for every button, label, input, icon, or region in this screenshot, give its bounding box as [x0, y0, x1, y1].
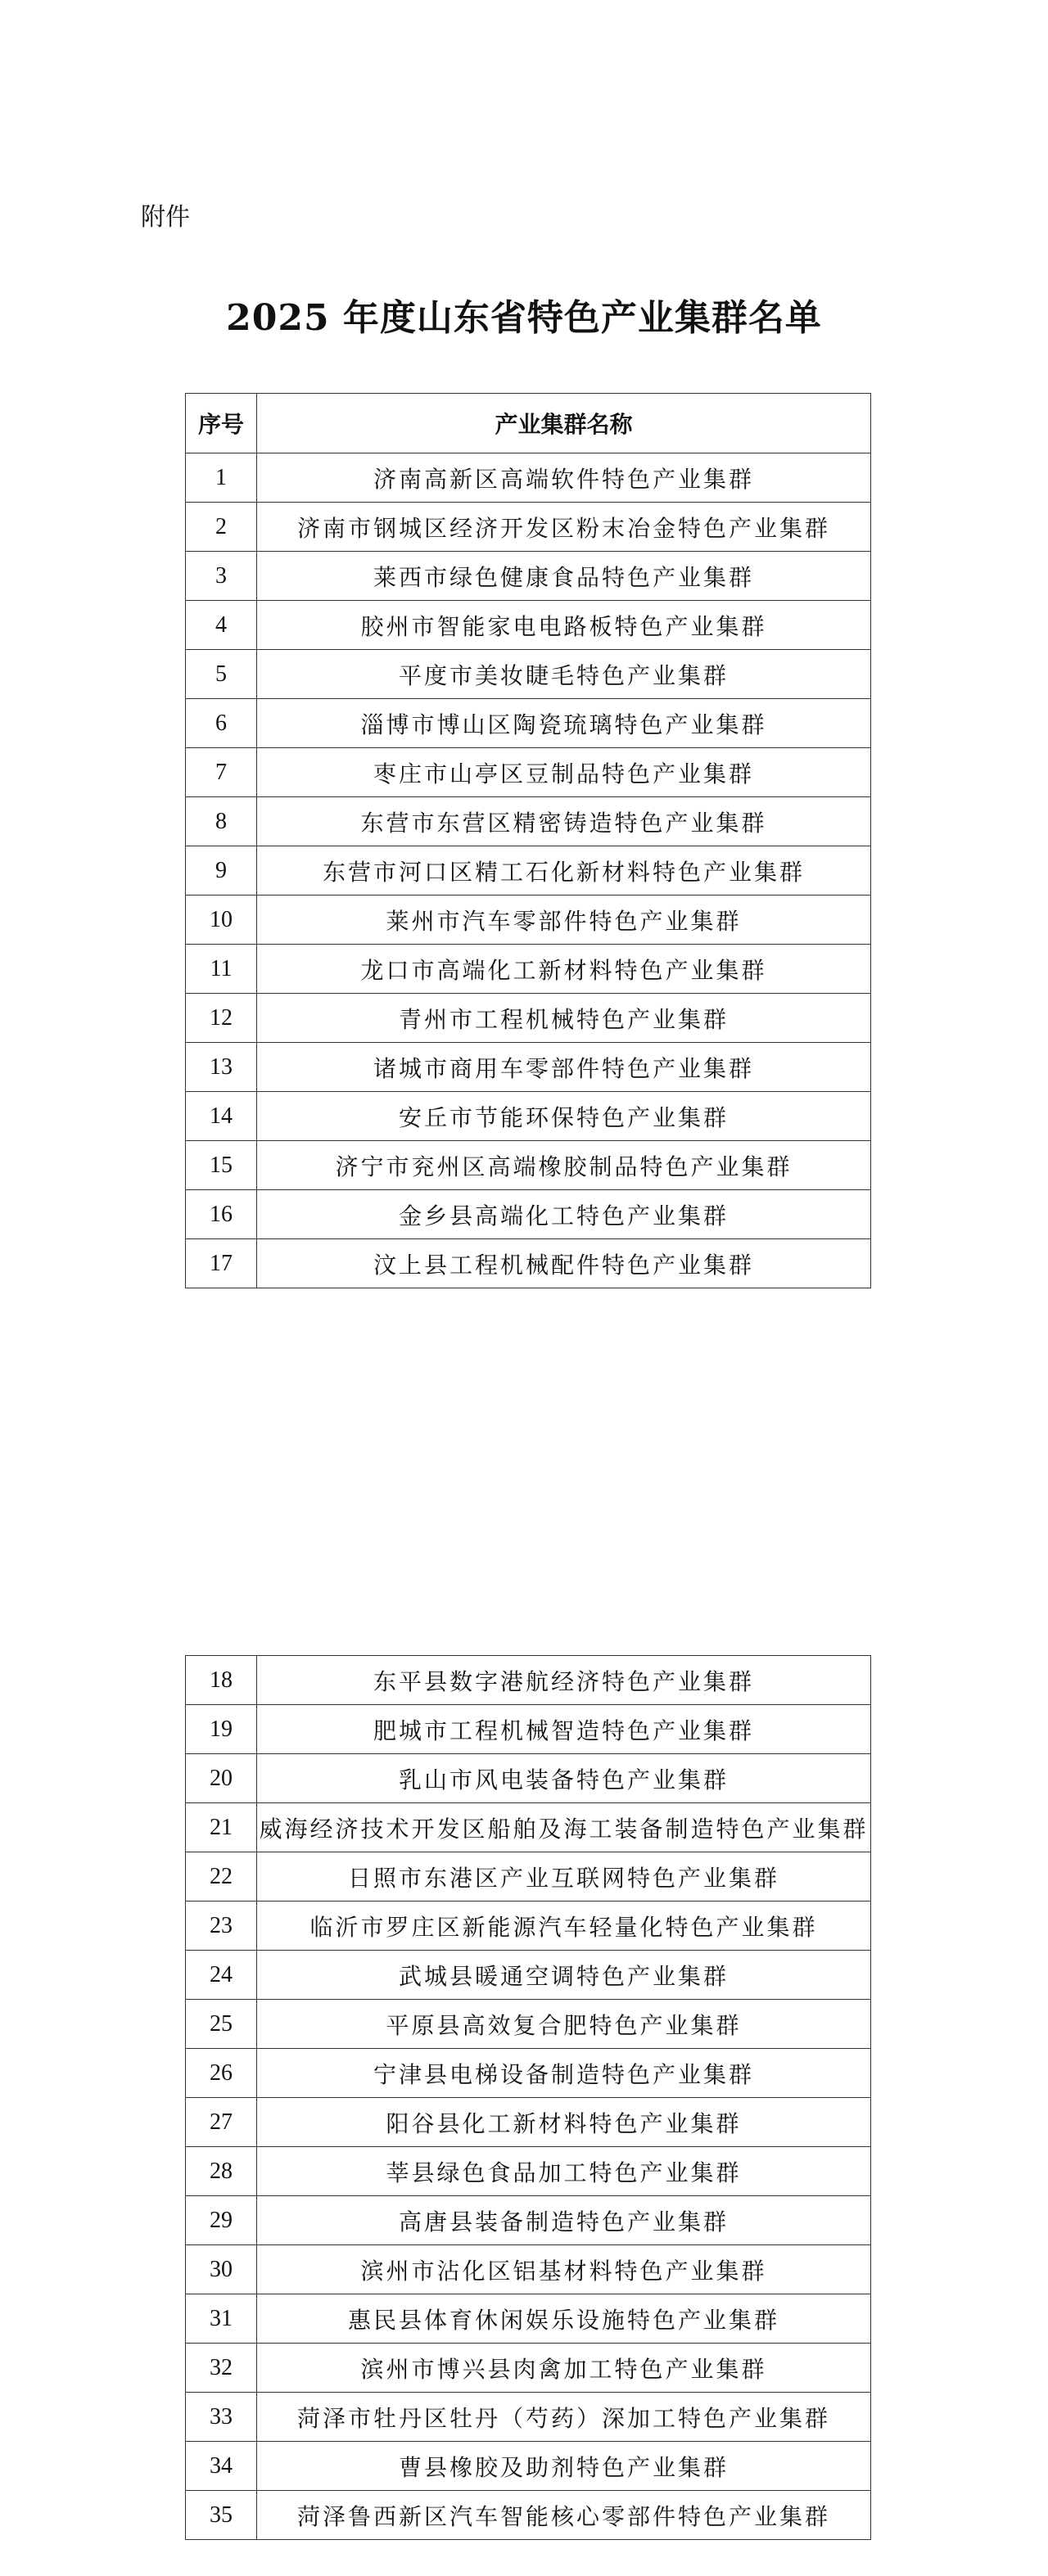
row-number: 25 [186, 2000, 257, 2049]
table-row [186, 2245, 871, 2294]
row-cluster-name: 肥城市工程机械智造特色产业集群 [257, 1705, 871, 1754]
table-row [186, 1656, 871, 1705]
row-number: 32 [186, 2344, 257, 2393]
table-row [186, 1803, 871, 1852]
table-row [186, 552, 871, 601]
row-cluster-name: 阳谷县化工新材料特色产业集群 [257, 2098, 871, 2147]
row-number: 24 [186, 1951, 257, 2000]
row-number: 11 [186, 945, 257, 994]
table-row [186, 1043, 871, 1092]
table-row [186, 1951, 871, 2000]
header-cluster-name: 产业集群名称 [257, 394, 871, 453]
row-cluster-name: 威海经济技术开发区船舶及海工装备制造特色产业集群 [257, 1803, 871, 1852]
row-number: 6 [186, 699, 257, 748]
table-row [186, 1705, 871, 1754]
row-cluster-name: 济南市钢城区经济开发区粉末冶金特色产业集群 [257, 503, 871, 552]
row-cluster-name: 济南高新区高端软件特色产业集群 [257, 453, 871, 503]
table-row [186, 453, 871, 503]
row-number: 34 [186, 2442, 257, 2491]
table-row [186, 2049, 871, 2098]
row-cluster-name: 曹县橡胶及助剂特色产业集群 [257, 2442, 871, 2491]
row-cluster-name: 日照市东港区产业互联网特色产业集群 [257, 1852, 871, 1902]
row-cluster-name: 滨州市博兴县肉禽加工特色产业集群 [257, 2344, 871, 2393]
row-cluster-name: 安丘市节能环保特色产业集群 [257, 1092, 871, 1141]
row-cluster-name: 淄博市博山区陶瓷琉璃特色产业集群 [257, 699, 871, 748]
table-row [186, 1754, 871, 1803]
row-number: 33 [186, 2393, 257, 2442]
row-cluster-name: 枣庄市山亭区豆制品特色产业集群 [257, 748, 871, 797]
row-cluster-name: 平度市美妆睫毛特色产业集群 [257, 650, 871, 699]
row-number: 26 [186, 2049, 257, 2098]
row-cluster-name: 莘县绿色食品加工特色产业集群 [257, 2147, 871, 2196]
row-number: 16 [186, 1190, 257, 1239]
table-row [186, 2442, 871, 2491]
row-number: 27 [186, 2098, 257, 2147]
table-row [186, 2344, 871, 2393]
table-row [186, 797, 871, 846]
table-row [186, 2147, 871, 2196]
table-row [186, 2294, 871, 2344]
table-header-row [186, 394, 871, 453]
row-cluster-name: 济宁市兖州区高端橡胶制品特色产业集群 [257, 1141, 871, 1190]
table-row [186, 1190, 871, 1239]
row-cluster-name: 金乡县高端化工特色产业集群 [257, 1190, 871, 1239]
table-row [186, 994, 871, 1043]
row-cluster-name: 高唐县装备制造特色产业集群 [257, 2196, 871, 2245]
row-number: 35 [186, 2491, 257, 2540]
document-title: 2025 年度山东省特色产业集群名单 [226, 297, 822, 339]
row-number: 14 [186, 1092, 257, 1141]
table-row [186, 1852, 871, 1902]
table-row [186, 846, 871, 896]
cluster-table-part-2 [185, 1655, 871, 2540]
table-row [186, 2196, 871, 2245]
row-number: 19 [186, 1705, 257, 1754]
row-cluster-name: 汶上县工程机械配件特色产业集群 [257, 1239, 871, 1288]
row-cluster-name: 龙口市高端化工新材料特色产业集群 [257, 945, 871, 994]
cluster-table-part-1 [185, 393, 871, 1288]
row-number: 31 [186, 2294, 257, 2344]
table-row [186, 699, 871, 748]
row-number: 4 [186, 601, 257, 650]
row-number: 28 [186, 2147, 257, 2196]
row-number: 18 [186, 1656, 257, 1705]
row-number: 2 [186, 503, 257, 552]
table-row [186, 2000, 871, 2049]
row-number: 20 [186, 1754, 257, 1803]
table-row [186, 1141, 871, 1190]
row-number: 13 [186, 1043, 257, 1092]
table-row [186, 1239, 871, 1288]
row-number: 29 [186, 2196, 257, 2245]
row-cluster-name: 莱州市汽车零部件特色产业集群 [257, 896, 871, 945]
row-cluster-name: 武城县暖通空调特色产业集群 [257, 1951, 871, 2000]
attachment-label: 附件 [141, 203, 190, 232]
row-number: 5 [186, 650, 257, 699]
row-cluster-name: 东营市河口区精工石化新材料特色产业集群 [257, 846, 871, 896]
row-number: 9 [186, 846, 257, 896]
row-cluster-name: 滨州市沾化区铝基材料特色产业集群 [257, 2245, 871, 2294]
table-row [186, 1092, 871, 1141]
table-row [186, 896, 871, 945]
row-number: 21 [186, 1803, 257, 1852]
table-row [186, 650, 871, 699]
row-number: 15 [186, 1141, 257, 1190]
table-row [186, 2393, 871, 2442]
row-cluster-name: 平原县高效复合肥特色产业集群 [257, 2000, 871, 2049]
row-cluster-name: 东营市东营区精密铸造特色产业集群 [257, 797, 871, 846]
table-row [186, 945, 871, 994]
row-cluster-name: 菏泽鲁西新区汽车智能核心零部件特色产业集群 [257, 2491, 871, 2540]
row-number: 8 [186, 797, 257, 846]
table-row [186, 503, 871, 552]
row-number: 17 [186, 1239, 257, 1288]
table-row [186, 601, 871, 650]
row-cluster-name: 诸城市商用车零部件特色产业集群 [257, 1043, 871, 1092]
row-number: 1 [186, 453, 257, 503]
row-cluster-name: 菏泽市牡丹区牡丹（芍药）深加工特色产业集群 [257, 2393, 871, 2442]
row-number: 7 [186, 748, 257, 797]
row-number: 30 [186, 2245, 257, 2294]
row-number: 23 [186, 1902, 257, 1951]
row-cluster-name: 临沂市罗庄区新能源汽车轻量化特色产业集群 [257, 1902, 871, 1951]
row-cluster-name: 胶州市智能家电电路板特色产业集群 [257, 601, 871, 650]
table-row [186, 748, 871, 797]
row-cluster-name: 莱西市绿色健康食品特色产业集群 [257, 552, 871, 601]
row-cluster-name: 东平县数字港航经济特色产业集群 [257, 1656, 871, 1705]
table-row [186, 1902, 871, 1951]
row-number: 3 [186, 552, 257, 601]
row-number: 22 [186, 1852, 257, 1902]
row-cluster-name: 乳山市风电装备特色产业集群 [257, 1754, 871, 1803]
table-row [186, 2098, 871, 2147]
row-number: 10 [186, 896, 257, 945]
header-number: 序号 [186, 394, 257, 453]
row-cluster-name: 宁津县电梯设备制造特色产业集群 [257, 2049, 871, 2098]
row-cluster-name: 惠民县体育休闲娱乐设施特色产业集群 [257, 2294, 871, 2344]
row-cluster-name: 青州市工程机械特色产业集群 [257, 994, 871, 1043]
row-number: 12 [186, 994, 257, 1043]
table-row [186, 2491, 871, 2540]
